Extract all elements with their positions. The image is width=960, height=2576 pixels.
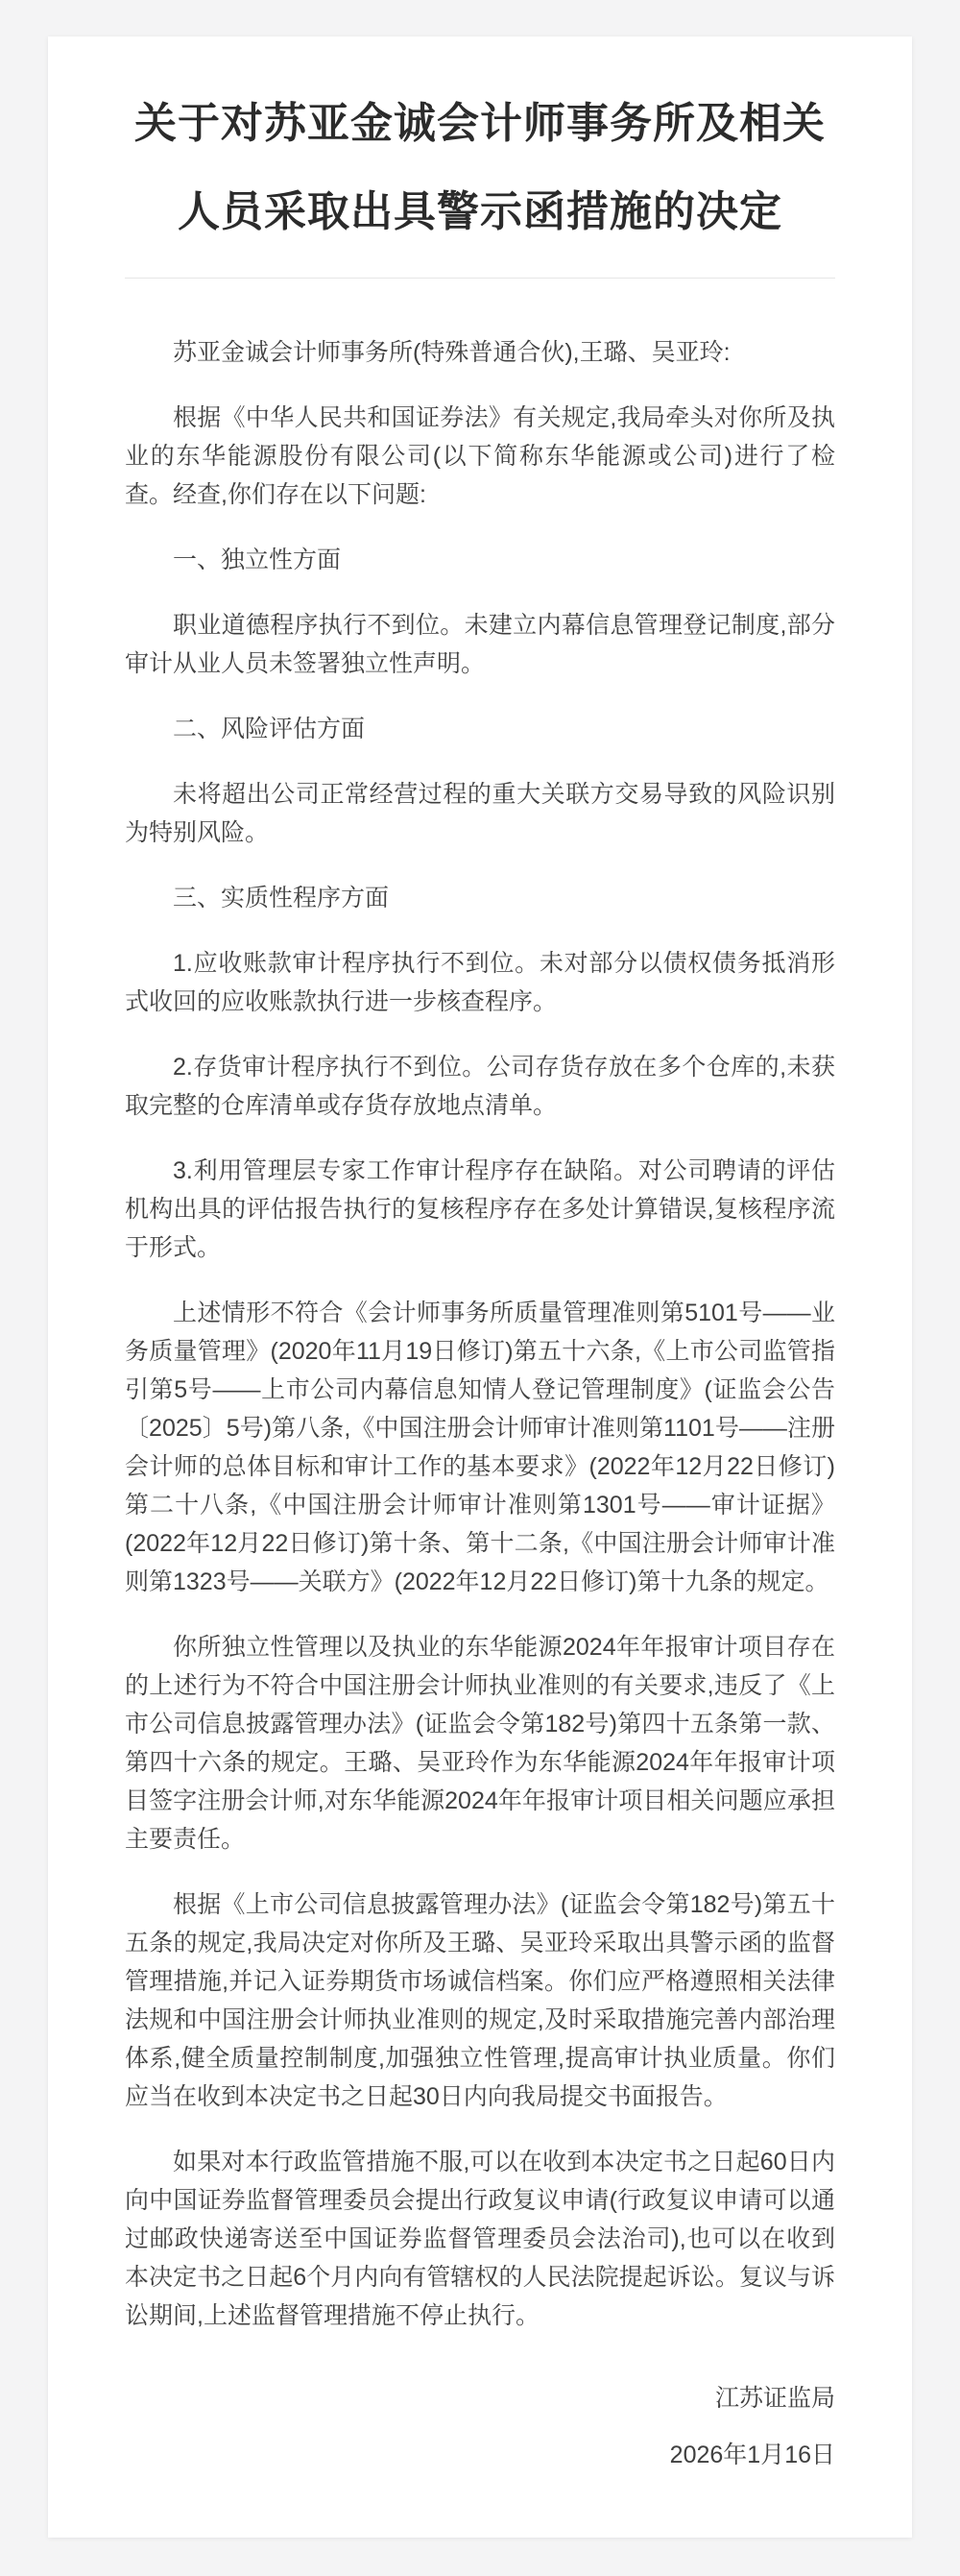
section-3-heading: 三、实质性程序方面	[173, 885, 390, 911]
document-title: 关于对苏亚金诚会计师事务所及相关人员采取出具警示函措施的决定	[134, 100, 826, 235]
section-1-heading: 一、独立性方面	[173, 547, 342, 573]
violated-rules-paragraph: 上述情形不符合《会计师事务所质量管理准则第5101号——业务质量管理》(2020年11月19日修订)第五十六条,《上市公司监管指引第5号——上市公司内幕信息知情人登记管理制度》(证监会公告〔2025〕5号)第八条,《中国注册会计师审计准则第1101号——注册会计师的总体目标和审计工作的基本要求》(2022年12月22日修订)第二十八条,《中国注册会计师审计准则第1301号——审计证据》(2022年12月22日修订)第十条、第十二条,《中国注册会计师审计准则第1323号——关联方》(2022年12月22日修订)第十九条的规定。	[125, 1300, 835, 1595]
section-1-body: 职业道德程序执行不到位。未建立内幕信息管理登记制度,部分审计从业人员未签署独立性声明。	[125, 612, 835, 677]
document-card	[48, 36, 912, 2538]
finding-3: 3.利用管理层专家工作审计程序存在缺陷。对公司聘请的评估机构出具的评估报告执行的复核程序存在多处计算错误,复核程序流于形式。	[125, 1157, 835, 1261]
finding-2: 2.存货审计程序执行不到位。公司存货存放在多个仓库的,未获取完整的仓库清单或存货存放地点清单。	[125, 1054, 835, 1119]
issuer-signature: 江苏证监局	[714, 2385, 835, 2412]
responsibility-paragraph: 你所独立性管理以及执业的东华能源2024年年报审计项目存在的上述行为不符合中国注册会计师执业准则的有关要求,违反了《上市公司信息披露管理办法》(证监会令第182号)第四十五条第一款、第四十六条的规定。王璐、吴亚玲作为东华能源2024年年报审计项目签字注册会计师,对东华能源2024年年报审计项目相关问题应承担主要责任。	[125, 1634, 835, 1853]
section-2-body: 未将超出公司正常经营过程的重大关联方交易导致的风险识别为特别风险。	[125, 781, 835, 846]
title-divider	[125, 278, 835, 279]
appeal-paragraph: 如果对本行政监管措施不服,可以在收到本决定书之日起60日内向中国证券监督管理委员会提出行政复议申请(行政复议申请可以通过邮政快递寄送至中国证券监督管理委员会法治司),也可以在收到本决定书之日起6个月内向有管辖权的人民法院提起诉讼。复议与诉讼期间,上述监督管理措施不停止执行。	[125, 2149, 835, 2329]
intro-paragraph: 根据《中华人民共和国证券法》有关规定,我局牵头对你所及执业的东华能源股份有限公司(以下简称东华能源或公司)进行了检查。经查,你们存在以下问题:	[125, 404, 835, 508]
issue-date: 2026年1月16日	[669, 2442, 835, 2468]
salutation: 苏亚金诚会计师事务所(特殊普通合伙),王璐、吴亚玲:	[173, 339, 731, 366]
section-2-heading: 二、风险评估方面	[173, 716, 366, 742]
finding-1: 1.应收账款审计程序执行不到位。未对部分以债权债务抵消形式收回的应收账款执行进一步核查程序。	[125, 950, 835, 1015]
decision-paragraph: 根据《上市公司信息披露管理办法》(证监会令第182号)第五十五条的规定,我局决定对你所及王璐、吴亚玲采取出具警示函的监督管理措施,并记入证券期货市场诚信档案。你们应严格遵照相关法律法规和中国注册会计师执业准则的规定,及时采取措施完善内部治理体系,健全质量控制制度,加强独立性管理,提高审计执业质量。你们应当在收到本决定书之日起30日内向我局提交书面报告。	[125, 1891, 835, 2110]
